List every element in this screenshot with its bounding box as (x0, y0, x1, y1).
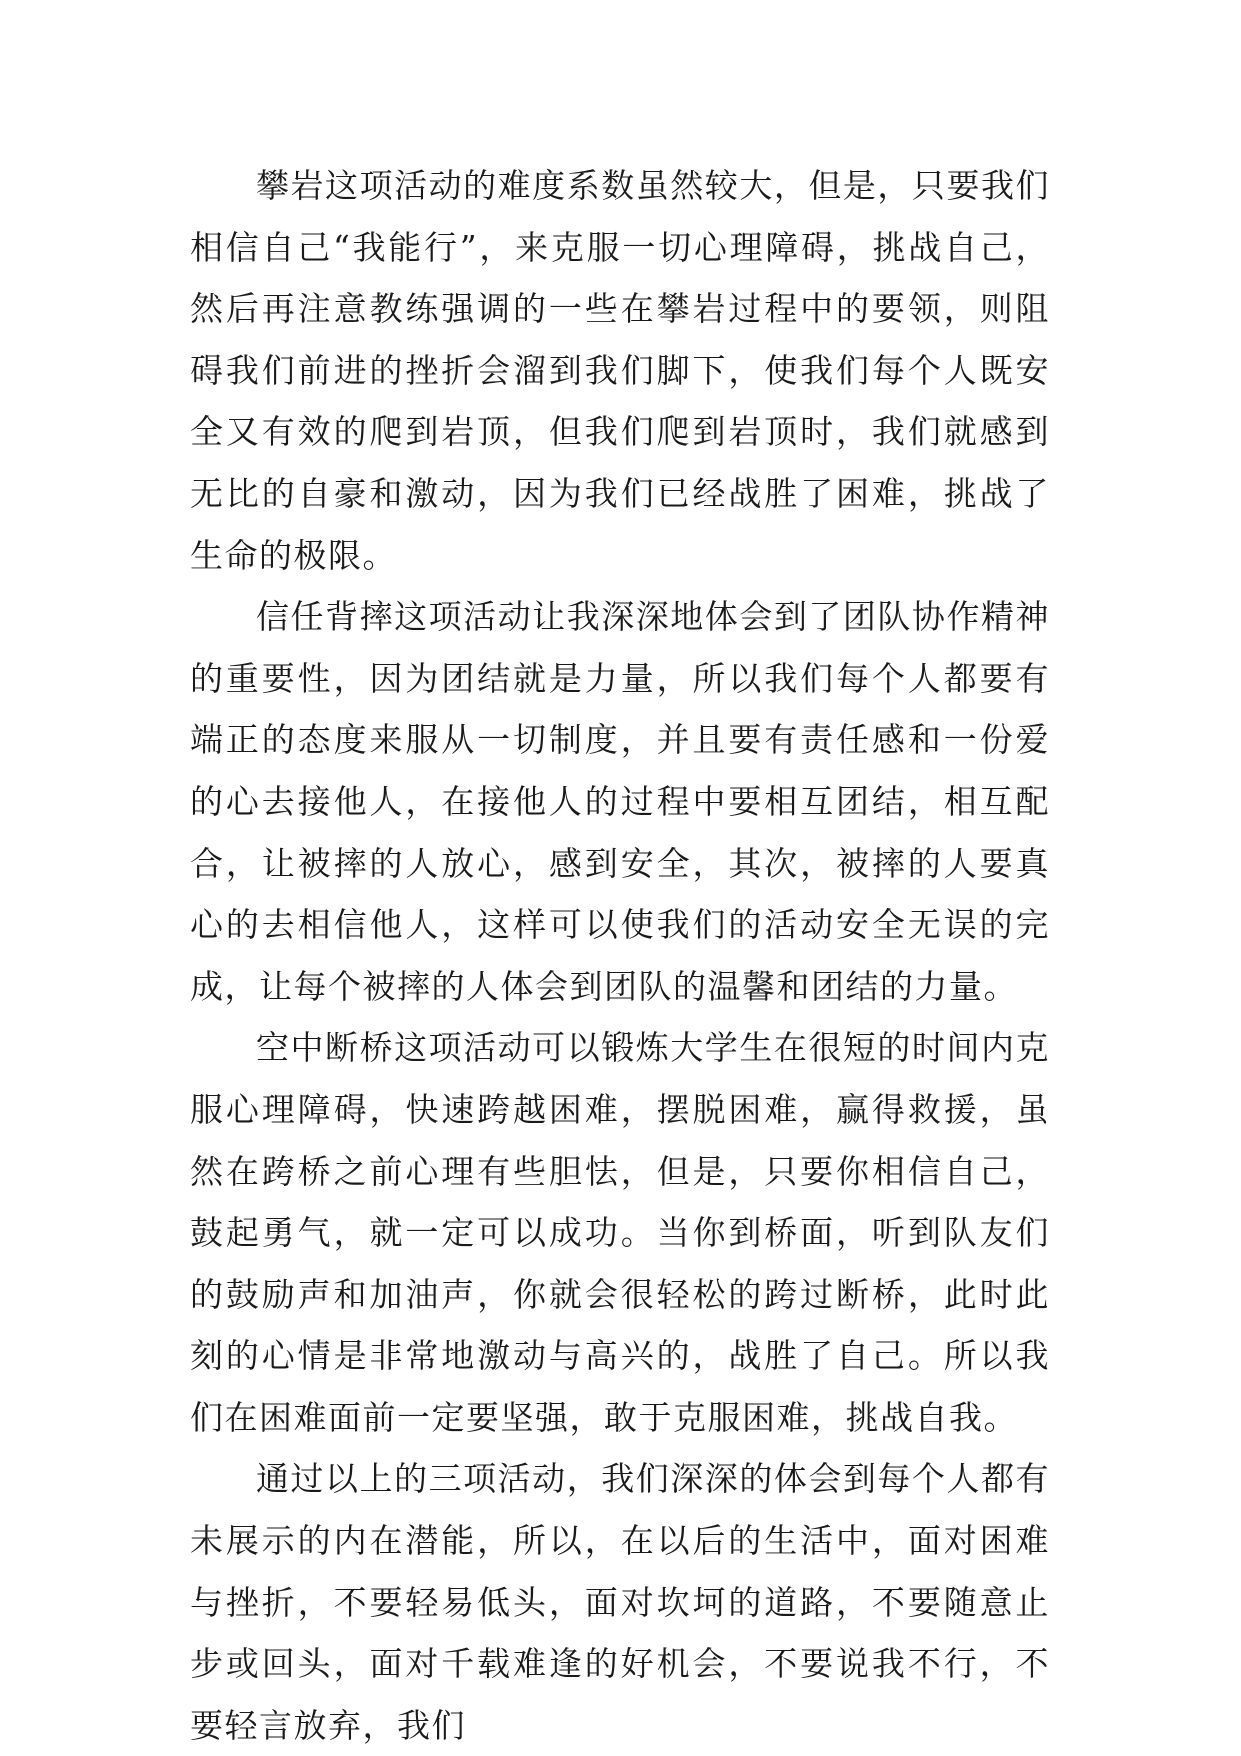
paragraph-broken-bridge: 空中断桥这项活动可以锻炼大学生在很短的时间内克服心理障碍，快速跨越困难，摆脱困难，赢得救援，虽然在跨桥之前心理有些胆怯，但是，只要你相信自己，鼓起勇气，就一定可以成功。当你到桥面，听到队友们的鼓励声和加油声，你就会很轻松的跨过断桥，此时此刻的心情是非常地激动与高兴的，战胜了自己。所以我们在困难面前一定要坚强，敢于克服困难，挑战自我。 (190, 1028, 1050, 1437)
paragraph-summary: 通过以上的三项活动，我们深深的体会到每个人都有未展示的内在潜能，所以，在以后的生活中，面对困难与挫折，不要轻易低头，面对坎坷的道路，不要随意止步或回头，面对千载难逢的好机会，不要说我不行，不要轻言放弃，我们 (190, 1459, 1050, 1745)
paragraph-rock-climbing: 攀岩这项活动的难度系数虽然较大，但是，只要我们相信自己“我能行”，来克服一切心理障碍，挑战自己，然后再注意教练强调的一些在攀岩过程中的要领，则阻碍我们前进的挫折会溜到我们脚下，使我们每个人既安全又有效的爬到岩顶，但我们爬到岩顶时，我们就感到无比的自豪和激动，因为我们已经战胜了困难，挑战了生命的极限。 (190, 166, 1050, 575)
document-body (190, 155, 1050, 1756)
paragraph-trust-fall: 信任背摔这项活动让我深深地体会到了团队协作精神的重要性，因为团结就是力量，所以我们每个人都要有端正的态度来服从一切制度，并且要有责任感和一份爱的心去接他人，在接他人的过程中要相互团结，相互配合，让被摔的人放心，感到安全，其次，被摔的人要真心的去相信他人，这样可以使我们的活动安全无误的完成，让每个被摔的人体会到团队的温馨和团结的力量。 (190, 597, 1050, 1006)
